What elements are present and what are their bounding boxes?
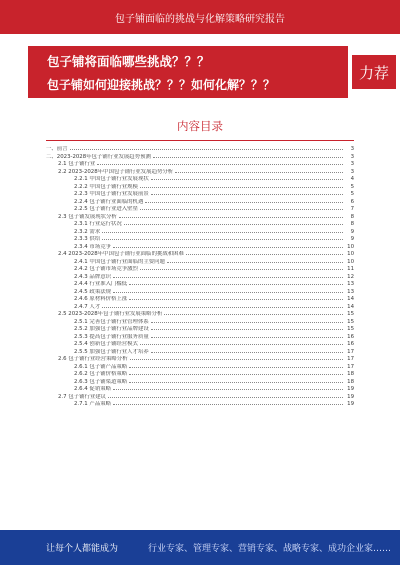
toc-entry-page: 17 (347, 356, 354, 362)
toc-entry-text: 2.3.1 行业运行状况 (74, 221, 122, 227)
toc-entry-text: 2.3.2 需求 (74, 228, 101, 235)
toc-leader-dots (129, 377, 343, 383)
toc-entry[interactable] (46, 227, 354, 235)
toc-entry[interactable] (46, 219, 354, 227)
toc-entry-text: 二、2023-2028年包子铺行业发展趋势预测 (46, 153, 151, 160)
toc-entry[interactable] (46, 159, 354, 167)
toc-entry-page: 12 (347, 273, 354, 280)
toc-entry-page: 7 (350, 206, 354, 212)
toc-leader-dots (129, 294, 343, 300)
toc-entry-text: 2.2.5 包子铺行业进入壁垒 (74, 206, 138, 212)
toc-entry[interactable] (46, 242, 354, 250)
toc-entry[interactable] (46, 362, 354, 370)
toc-entry[interactable] (46, 384, 354, 392)
recommend-stamp: 力荐 (352, 55, 396, 89)
toc-entry-page: 19 (347, 393, 354, 400)
toc-entry[interactable] (46, 317, 354, 325)
toc-entry-text: 2.7 包子铺行业建议 (58, 393, 107, 400)
toc-entry[interactable] (46, 144, 354, 152)
hero-banner (28, 46, 348, 98)
toc-entry-text: 2.5 2023-2028年包子铺行业发展策略分析 (58, 311, 163, 317)
toc-entry-text: 2.5.1 完善包子铺行业管理体系 (74, 318, 149, 325)
toc-entry-text: 2.6.3 包子铺渠道策略 (74, 378, 128, 385)
toc-entry[interactable] (46, 264, 354, 272)
toc-entry-text: 2.5.4 创新包子铺经营模式 (74, 341, 138, 347)
toc-entry-page: 15 (347, 318, 354, 325)
toc-entry-text: 2.1 包子铺行业 (58, 161, 96, 167)
toc-entry[interactable] (46, 339, 354, 347)
toc-entry[interactable] (46, 234, 354, 242)
toc-entry-page: 17 (347, 348, 354, 355)
toc-entry-text: 2.6.2 包子铺价格策略 (74, 371, 128, 377)
hero-question-2: 包子铺如何迎接挑战？？？如何化解？？？ (47, 78, 276, 92)
toc-entry-page: 14 (347, 296, 354, 302)
toc-leader-dots (151, 317, 343, 323)
toc-entry-text: 2.7.1 产品策略 (74, 401, 111, 407)
report-header-bar (0, 0, 400, 34)
toc-entry-page: 4 (350, 176, 354, 182)
toc-leader-dots (129, 369, 343, 375)
toc-leader-dots (113, 384, 343, 390)
toc-leader-dots (151, 174, 343, 180)
toc-leader-dots (119, 212, 343, 218)
toc-entry-text: 2.4.1 中国包子铺行业面临的主要问题 (74, 258, 165, 265)
toc-entry[interactable] (46, 392, 354, 400)
toc-entry-page: 10 (347, 243, 354, 250)
toc-entry-page: 11 (347, 266, 354, 272)
toc-leader-dots (108, 392, 343, 398)
toc-leader-dots (113, 272, 343, 278)
toc-entry[interactable] (46, 347, 354, 355)
toc-entry[interactable] (46, 294, 354, 302)
toc-entry[interactable] (46, 369, 354, 377)
toc-entry-page: 18 (347, 378, 354, 385)
toc-entry-text: 2.4.7 人才 (74, 303, 101, 310)
toc-entry[interactable] (46, 332, 354, 340)
table-of-contents (46, 144, 354, 527)
toc-entry-page: 19 (347, 401, 354, 407)
toc-entry-page: 10 (347, 251, 354, 257)
toc-entry-page: 17 (347, 363, 354, 370)
toc-entry-page: 3 (350, 153, 354, 160)
toc-leader-dots (113, 287, 343, 293)
toc-entry-page: 9 (350, 228, 354, 235)
toc-leader-dots (140, 264, 343, 270)
toc-leader-dots (97, 159, 343, 165)
toc-entry-page: 9 (350, 236, 354, 242)
toc-entry[interactable] (46, 302, 354, 310)
toc-entry-page: 6 (350, 198, 354, 205)
toc-leader-dots (102, 234, 343, 240)
toc-leader-dots (167, 257, 343, 263)
toc-entry-text: 2.4.4 行业准入门槛低 (74, 281, 128, 287)
toc-entry-page: 18 (347, 371, 354, 377)
toc-entry-page: 10 (347, 258, 354, 265)
toc-entry[interactable] (46, 272, 354, 280)
toc-entry-text: 2.3 包子铺发展现状分析 (58, 213, 117, 220)
toc-entry-page: 8 (350, 213, 354, 220)
toc-entry-text: 2.6.4 促销策略 (74, 386, 111, 392)
toc-entry[interactable] (46, 399, 354, 407)
toc-leader-dots (140, 182, 343, 188)
toc-leader-dots (151, 189, 343, 195)
toc-leader-dots (124, 219, 343, 225)
toc-entry-text: 2.2.1 中国包子铺行业发展现状 (74, 176, 149, 182)
toc-entry-page: 13 (347, 288, 354, 295)
toc-entry[interactable] (46, 257, 354, 265)
report-title: 包子铺面临的挑战与化解策略研究报告 (115, 13, 285, 25)
toc-entry-text: 2.5.2 加强包子铺行业品牌建设 (74, 326, 149, 332)
toc-entry-text: 2.3.4 市场竞争 (74, 243, 111, 250)
toc-entry-text: 2.4.2 包子铺市场竞争激烈 (74, 266, 138, 272)
toc-entry[interactable] (46, 377, 354, 385)
toc-entry[interactable] (46, 174, 354, 182)
toc-entry[interactable] (46, 287, 354, 295)
hero-question-1: 包子铺将面临哪些挑战？？？ (47, 54, 210, 69)
toc-entry[interactable] (46, 212, 354, 220)
toc-leader-dots (151, 347, 343, 353)
toc-entry[interactable] (46, 279, 354, 287)
toc-entry-page: 14 (347, 303, 354, 310)
toc-entry-text: 2.5.3 提高包子铺行业服务质量 (74, 333, 149, 340)
toc-entry-page: 19 (347, 386, 354, 392)
toc-entry-page: 5 (350, 183, 354, 190)
toc-leader-dots (140, 339, 343, 345)
toc-entry-text: 2.6.1 包子铺产品策略 (74, 363, 128, 370)
toc-leader-dots (186, 249, 343, 255)
toc-divider (46, 140, 354, 141)
toc-entry-text: 2.4.6 原材料价格上涨 (74, 296, 128, 302)
toc-entry-text: 2.6 包子铺行业经营策略分析 (58, 356, 128, 362)
toc-entry-text: 2.5.5 加强包子铺行业人才培养 (74, 348, 149, 355)
toc-entry-text: 2.4.5 政策法规 (74, 288, 111, 295)
toc-entry-page: 3 (350, 161, 354, 167)
footer-roles: 行业专家、管理专家、营销专家、战略专家、成功企业家…… (148, 544, 392, 554)
toc-leader-dots (151, 324, 343, 330)
toc-leader-dots (129, 362, 343, 368)
toc-leader-dots (113, 242, 343, 248)
toc-entry[interactable] (46, 197, 354, 205)
toc-entry-text: 一、前言 (46, 146, 68, 152)
toc-leader-dots (102, 302, 343, 308)
toc-leader-dots (151, 332, 343, 338)
toc-leader-dots (102, 227, 343, 233)
toc-leader-dots (130, 354, 343, 360)
toc-leader-dots (164, 309, 343, 315)
toc-leader-dots (175, 167, 343, 173)
toc-leader-dots (140, 204, 343, 210)
toc-entry-text: 2.2 2023-2028年中国包子铺行业发展趋势分析 (58, 168, 174, 175)
toc-leader-dots (129, 279, 343, 285)
toc-entry-page: 15 (347, 326, 354, 332)
toc-entry-text: 2.2.2 中国包子铺行业规模 (74, 183, 138, 190)
toc-entry[interactable] (46, 189, 354, 197)
toc-entry[interactable] (46, 249, 354, 257)
footer-bar (0, 530, 400, 565)
toc-entry-text: 2.4.3 品牌意识 (74, 273, 111, 280)
toc-leader-dots (145, 197, 343, 203)
toc-entry-page: 8 (350, 221, 354, 227)
toc-leader-dots (70, 144, 343, 150)
toc-entry-text: 2.4 2023-2028年中国包子铺行业面临的挑战和困难 (58, 251, 184, 257)
toc-entry[interactable] (46, 182, 354, 190)
toc-title: 内容目录 (177, 119, 223, 133)
toc-entry[interactable] (46, 324, 354, 332)
toc-entry-page: 3 (350, 168, 354, 175)
toc-entry-page: 5 (350, 191, 354, 197)
toc-entry-text: 2.3.3 供给 (74, 236, 101, 242)
toc-entry[interactable] (46, 167, 354, 175)
toc-leader-dots (153, 152, 343, 158)
toc-entry[interactable] (46, 152, 354, 160)
toc-entry-text: 2.2.4 包子铺行业面临的机遇 (74, 198, 144, 205)
toc-entry-text: 2.2.3 中国包子铺行业发展前景 (74, 191, 149, 197)
toc-entry-page: 3 (350, 146, 354, 152)
toc-entry[interactable] (46, 309, 354, 317)
footer-lead: 让每个人都能成为 (46, 544, 119, 554)
toc-entry-page: 16 (347, 341, 354, 347)
toc-entry-page: 15 (347, 311, 354, 317)
toc-leader-dots (113, 399, 343, 405)
toc-entry[interactable] (46, 204, 354, 212)
toc-entry[interactable] (46, 354, 354, 362)
toc-entry-page: 16 (347, 333, 354, 340)
toc-entry-page: 13 (347, 281, 354, 287)
